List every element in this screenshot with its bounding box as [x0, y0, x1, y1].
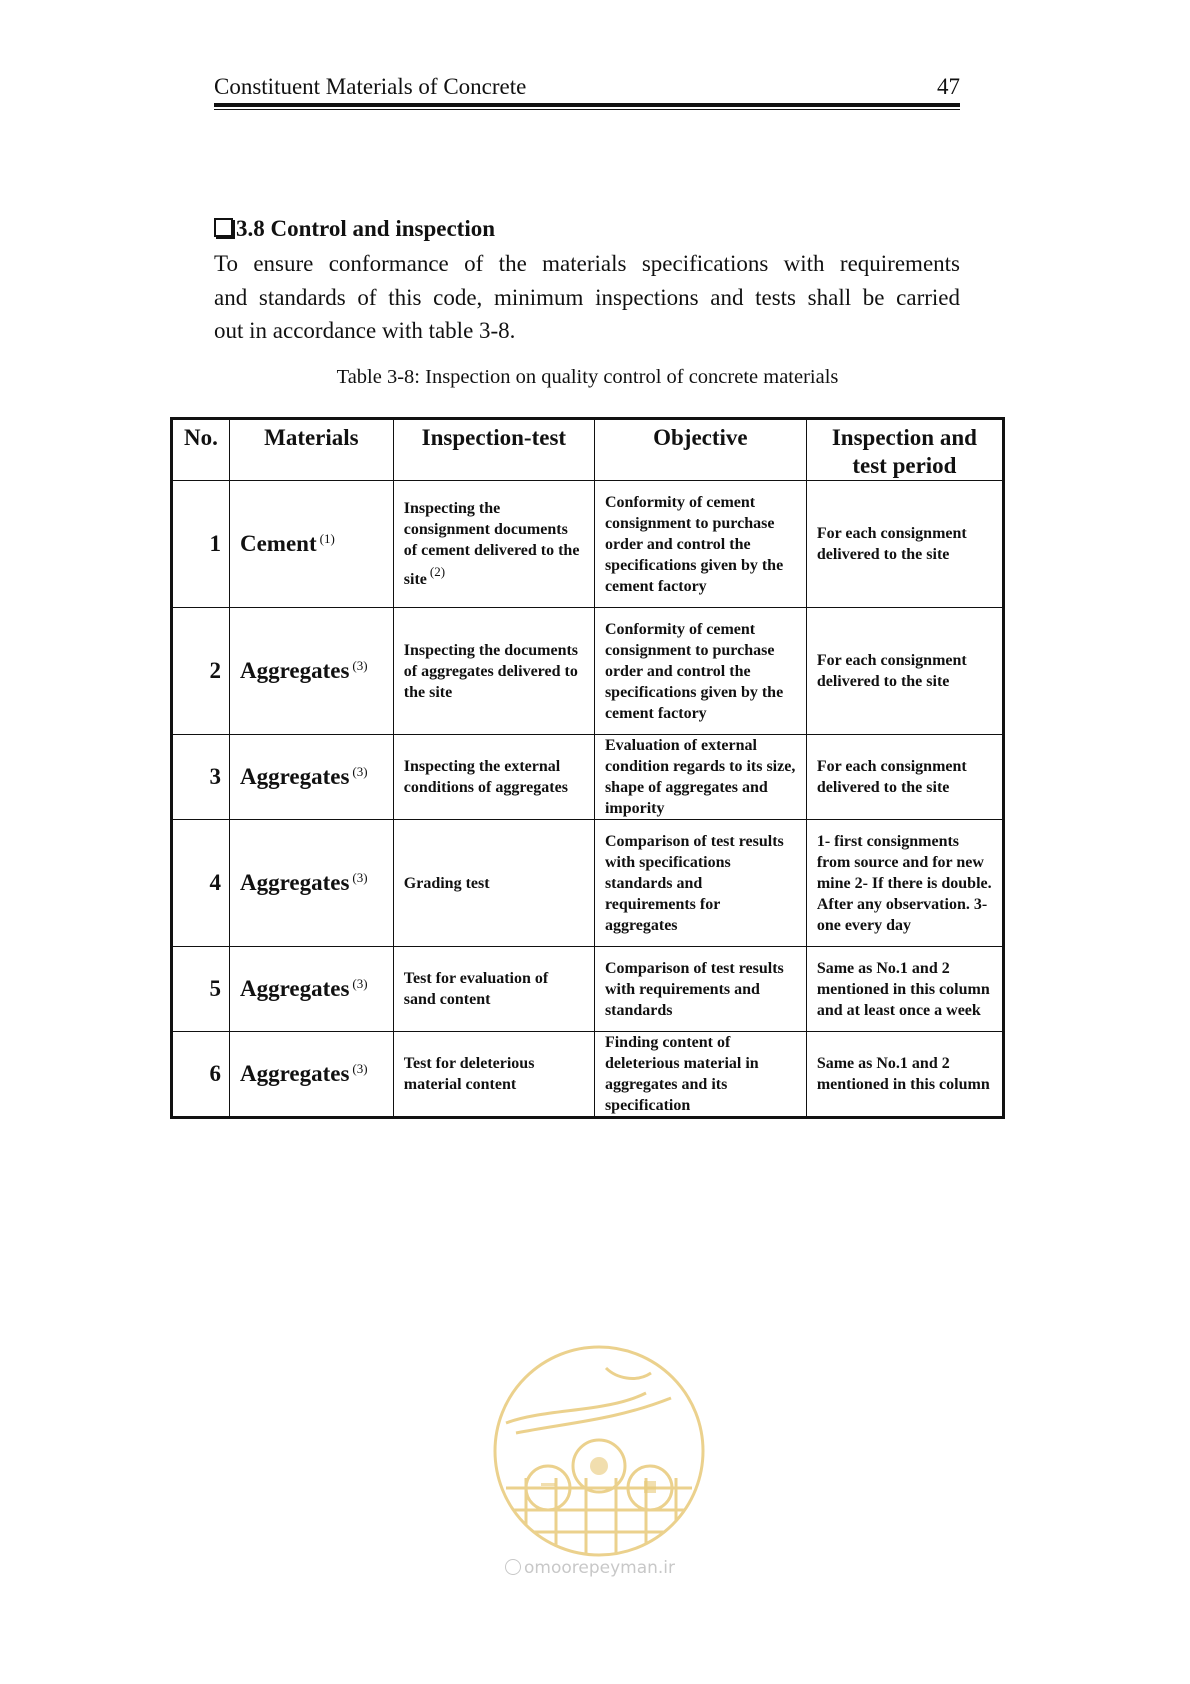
cell-period: For each consignment delivered to the site — [806, 608, 1003, 735]
cell-period: Same as No.1 and 2 mentioned in this column — [806, 1032, 1003, 1118]
cell-no: 6 — [172, 1032, 230, 1118]
table-row — [172, 947, 1004, 1032]
material-name: Aggregates — [239, 658, 350, 683]
paragraph-line: To ensure conformance of the materials specifications with requirements — [214, 251, 960, 276]
inspection-text: Inspecting the consignment documents of cement delivered to the site — [403, 500, 580, 588]
table-row — [172, 608, 1004, 735]
col-header-period: Inspection and test period — [806, 419, 1003, 481]
col-header-inspection-test: Inspection-test — [393, 419, 594, 481]
at-symbol-icon — [505, 1559, 521, 1575]
cell-no: 1 — [172, 481, 230, 608]
checkbox-bullet-icon — [214, 218, 233, 237]
cell-material — [229, 481, 393, 608]
cell-inspection: Grading test — [393, 820, 594, 947]
cell-period: Same as No.1 and 2 mentioned in this column and at least once a week — [806, 947, 1003, 1032]
col-header-objective: Objective — [594, 419, 806, 481]
cell-material — [229, 1032, 393, 1118]
col-header-no: No. — [172, 419, 230, 481]
material-name: Aggregates — [239, 764, 350, 789]
col-header-materials: Materials — [229, 419, 393, 481]
footnote-ref: (3) — [352, 764, 368, 779]
footnote-ref: (2) — [429, 564, 446, 579]
cell-objective: Comparison of test results with requirements and standards — [594, 947, 806, 1032]
cell-period: 1- first consignments from source and for new mine 2- If there is double. After any observation. 3- one every day — [806, 820, 1003, 947]
material-name: Cement — [239, 531, 317, 556]
cell-objective: Conformity of cement consignment to purchase order and control the specifications given by the cement factory — [594, 608, 806, 735]
table-row — [172, 481, 1004, 608]
cell-period: For each consignment delivered to the site — [806, 735, 1003, 820]
header-rule-thin — [214, 109, 960, 110]
cell-no: 4 — [172, 820, 230, 947]
material-name: Aggregates — [239, 1061, 350, 1086]
table-caption: Table 3-8: Inspection on quality control of concrete materials — [336, 366, 839, 388]
cell-objective: Evaluation of external condition regards to its size, shape of aggregates and impority — [594, 735, 806, 820]
footnote-ref: (3) — [352, 658, 368, 673]
cell-objective: Conformity of cement consignment to purchase order and control the specifications given by the cement factory — [594, 481, 806, 608]
page-number: 47 — [937, 74, 960, 99]
table-row — [172, 1032, 1004, 1118]
footnote-ref: (3) — [352, 976, 368, 991]
cell-objective: Finding content of deleterious material in aggregates and its specification — [594, 1032, 806, 1118]
material-name: Aggregates — [239, 870, 350, 895]
cell-material — [229, 947, 393, 1032]
cell-no: 5 — [172, 947, 230, 1032]
paragraph-line: out in accordance with table 3-8. — [214, 318, 516, 343]
inspection-table — [170, 417, 1005, 1119]
paragraph-line: and standards of this code, minimum inspections and tests shall be carried — [214, 284, 960, 310]
cell-inspection: Inspecting the external conditions of aggregates — [393, 735, 594, 820]
cell-no: 3 — [172, 735, 230, 820]
cell-material — [229, 820, 393, 947]
cell-period: For each consignment delivered to the site — [806, 481, 1003, 608]
footnote-ref: (3) — [352, 1061, 368, 1076]
section-paragraph — [214, 247, 960, 348]
header-rule-thick — [214, 103, 960, 107]
table-header-row — [172, 419, 1004, 481]
material-name: Aggregates — [239, 976, 350, 1001]
watermark-site — [505, 1558, 675, 1578]
table-row — [172, 820, 1004, 947]
cell-inspection — [393, 481, 594, 608]
cell-material — [229, 608, 393, 735]
cell-inspection: Test for deleterious material content — [393, 1032, 594, 1118]
section-heading — [214, 216, 495, 242]
running-header — [214, 70, 960, 102]
cell-objective: Comparison of test results with specifications standards and requirements for aggregates — [594, 820, 806, 947]
cell-material — [229, 735, 393, 820]
cell-inspection: Test for evaluation of sand content — [393, 947, 594, 1032]
watermark-site-text: omoorepeyman.ir — [524, 1558, 676, 1578]
cell-no: 2 — [172, 608, 230, 735]
running-header-title: Constituent Materials of Concrete — [214, 74, 527, 99]
footnote-ref: (1) — [319, 531, 335, 546]
section-heading-text: 3.8 Control and inspection — [236, 216, 496, 241]
footnote-ref: (3) — [352, 870, 368, 885]
cell-inspection: Inspecting the documents of aggregates delivered to the site — [393, 608, 594, 735]
table-row — [172, 735, 1004, 820]
watermark-logo-icon — [486, 1338, 712, 1564]
